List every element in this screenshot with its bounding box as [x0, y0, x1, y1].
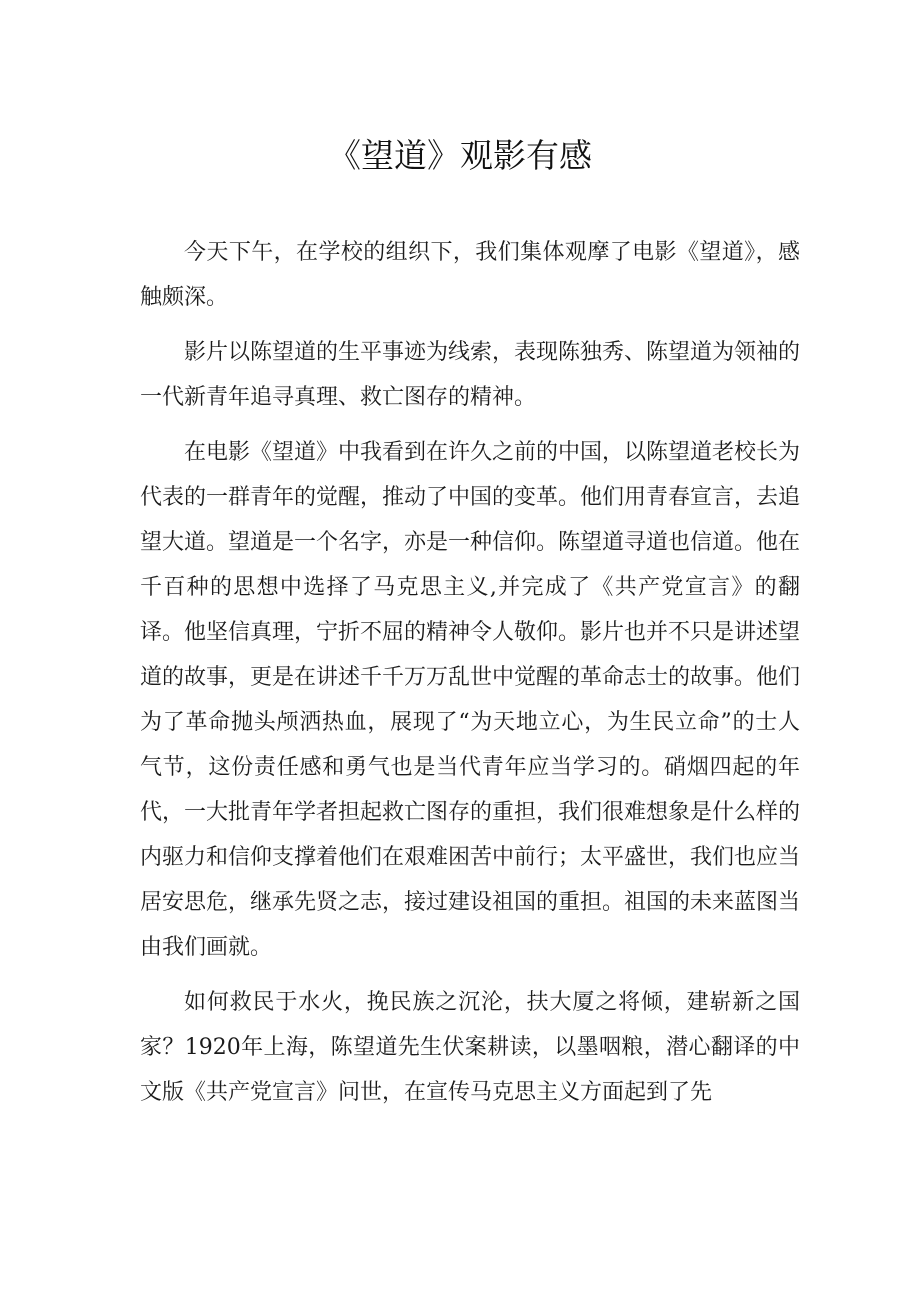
document-body — [140, 230, 800, 1125]
paragraph-4: 如何救民于水火，挽民族之沉沦，扶大厦之将倾，建崭新之国家？1920年上海，陈望道先生伏案耕读，以墨咽粮，潜心翻译的中文版《共产党宣言》问世，在宣传马克思主义方面起到了先 — [140, 990, 800, 1105]
paragraph-3: 在电影《望道》中我看到在许久之前的中国，以陈望道老校长为代表的一群青年的觉醒，推动了中国的变革。他们用青春宣言，去追望大道。望道是一个名字，亦是一种信仰。陈望道寻道也信道。他在千百种的思想中选择了马克思主义,并完成了《共产党宣言》的翻译。他坚信真理，宁折不屈的精神令人敬仰。影片也并不只是讲述望道的故事，更是在讲述千千万万乱世中觉醒的革命志士的故事。他们为了革命抛头颅洒热血，展现了“为天地立心，为生民立命”的士人气节，这份责任感和勇气也是当代青年应当学习的。硝烟四起的年代，一大批青年学者担起救亡图存的重担，我们很难想象是什么样的内驱力和信仰支撑着他们在艰难困苦中前行；太平盛世，我们也应当居安思危，继承先贤之志，接过建设祖国的重担。祖国的未来蓝图当由我们画就。 — [140, 440, 801, 960]
document-title: 《望道》观影有感 — [328, 136, 592, 175]
paragraph-2: 影片以陈望道的生平事迹为线索，表现陈独秀、陈望道为领袖的一代新青年追寻真理、救亡图存的精神。 — [140, 340, 801, 410]
paragraph-1: 今天下午，在学校的组织下，我们集体观摩了电影《望道》，感触颇深。 — [140, 240, 800, 310]
